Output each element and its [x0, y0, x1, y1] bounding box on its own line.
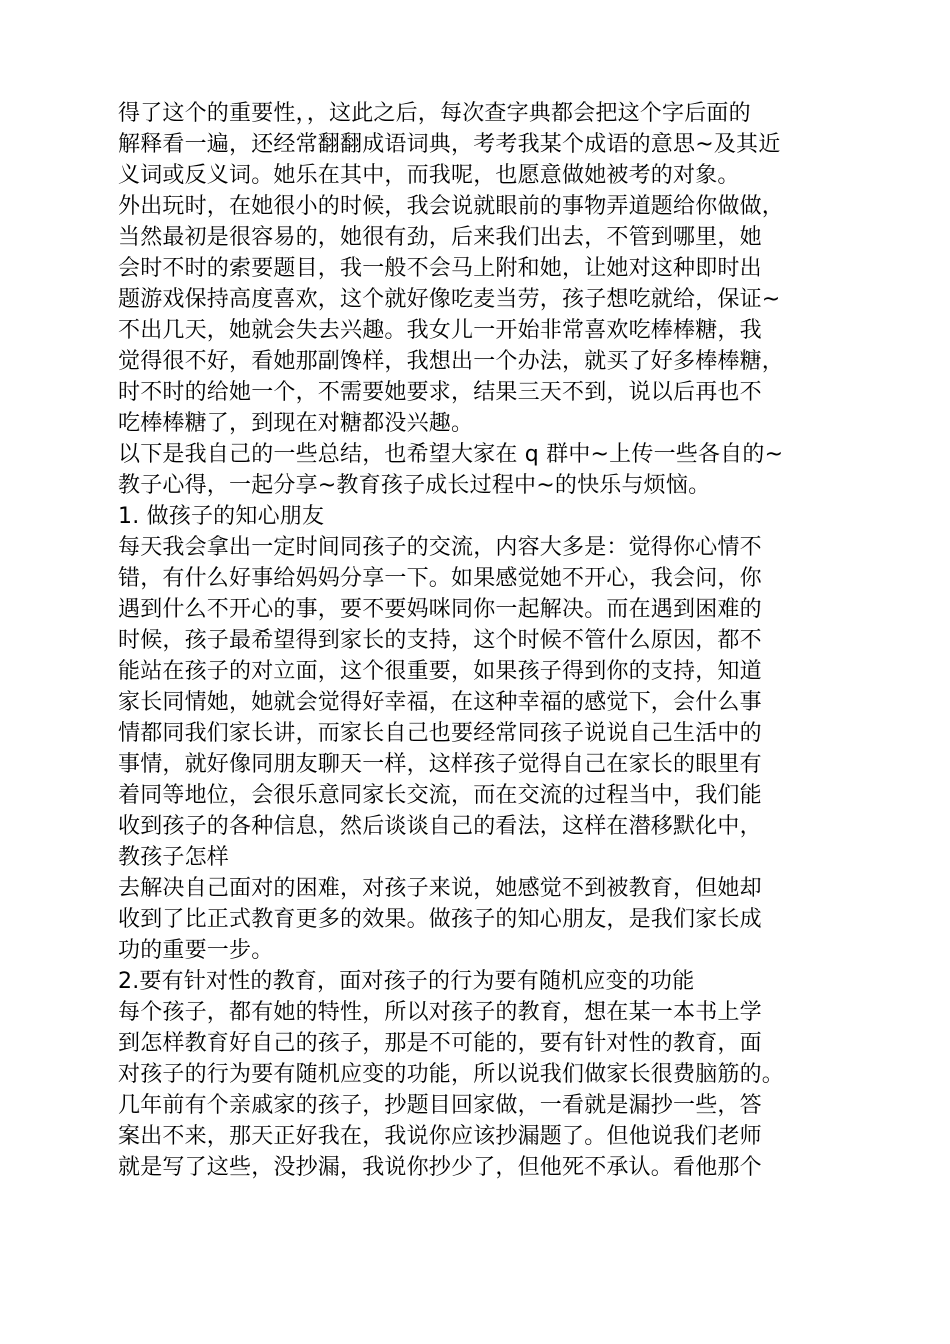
text-line: 当然最初是很容易的，她很有劲，后来我们出去，不管到哪里，她: [118, 225, 762, 250]
text-line: 会时不时的索要题目，我一般不会马上附和她，让她对这种即时出: [118, 256, 762, 281]
text-line: 家长同情她，她就会觉得好幸福，在这种幸福的感觉下，会什么事: [118, 690, 762, 715]
text-line: 对孩子的行为要有随机应变的功能，所以说我们做家长很费脑筋的。: [118, 1062, 785, 1087]
text-line: 时候，孩子最希望得到家长的支持，这个时候不管什么原因，都不: [118, 628, 762, 653]
text-line: 几年前有个亲戚家的孩子，抄题目回家做，一看就是漏抄一些，答: [118, 1093, 762, 1118]
text-line: 案出不来，那天正好我在，我说你应该抄漏题了。但他说我们老师: [118, 1124, 762, 1149]
text-line: 外出玩时，在她很小的时候，我会说就眼前的事物弄道题给你做做，: [118, 194, 785, 219]
text-line: 能站在孩子的对立面，这个很重要，如果孩子得到你的支持，知道: [118, 659, 762, 684]
text-line: 情都同我们家长讲，而家长自己也要经常同孩子说说自己生活中的: [118, 721, 762, 746]
text-line: 每个孩子，都有她的特性，所以对孩子的教育，想在某一本书上学: [118, 1000, 762, 1025]
text-line: 义词或反义词。她乐在其中，而我呢，也愿意做她被考的对象。: [118, 163, 740, 188]
text-line: 到怎样教育好自己的孩子，那是不可能的，要有针对性的教育，面: [118, 1031, 762, 1056]
text-line: 遇到什么不开心的事，要不要妈咪同你一起解决。而在遇到困难的: [118, 597, 762, 622]
text-line: 就是写了这些，没抄漏，我说你抄少了，但他死不承认。看他那个: [118, 1155, 762, 1180]
text-line: 着同等地位，会很乐意同家长交流，而在交流的过程当中，我们能: [118, 783, 762, 808]
text-line: 去解决自己面对的困难，对孩子来说，她感觉不到被教育，但她却: [118, 876, 762, 901]
text-line: 收到了比正式教育更多的效果。做孩子的知心朋友，是我们家长成: [118, 907, 762, 932]
text-line: 错，有什么好事给妈妈分享一下。如果感觉她不开心，我会问，你: [118, 566, 762, 591]
text-line: 时不时的给她一个，不需要她要求，结果三天不到，说以后再也不: [118, 380, 762, 405]
text-line: 教孩子怎样: [118, 845, 230, 870]
text-line: 收到孩子的各种信息，然后谈谈自己的看法，这样在潜移默化中，: [118, 814, 762, 839]
text-line: 教子心得，一起分享~教育孩子成长过程中~的快乐与烦恼。: [118, 473, 711, 498]
text-line: 功的重要一步。: [118, 938, 274, 963]
text-line: 吃棒棒糖了，到现在对糖都没兴趣。: [118, 411, 474, 436]
text-line: 题游戏保持高度喜欢，这个就好像吃麦当劳，孩子想吃就给，保证~: [118, 287, 781, 312]
text-line: 每天我会拿出一定时间同孩子的交流，内容大多是：觉得你心情不: [118, 535, 762, 560]
section-heading-2: 2.要有针对性的教育，面对孩子的行为要有随机应变的功能: [118, 969, 695, 994]
document-body: [118, 98, 838, 1183]
text-line: 不出几天，她就会失去兴趣。我女儿一开始非常喜欢吃棒棒糖，我: [118, 318, 762, 343]
section-heading-1: 1. 做孩子的知心朋友: [118, 504, 325, 529]
text-line: 事情，就好像同朋友聊天一样，这样孩子觉得自己在家长的眼里有: [118, 752, 762, 777]
text-line: 以下是我自己的一些总结，也希望大家在 q 群中~上传一些各自的~: [118, 442, 784, 467]
text-line: 解释看一遍，还经常翻翻成语词典，考考我某个成语的意思~及其近: [118, 132, 781, 157]
text-line: 觉得很不好，看她那副馋样，我想出一个办法，就买了好多棒棒糖，: [118, 349, 785, 374]
text-line: 得了这个的重要性，，这此之后，每次查字典都会把这个字后面的: [118, 101, 751, 126]
